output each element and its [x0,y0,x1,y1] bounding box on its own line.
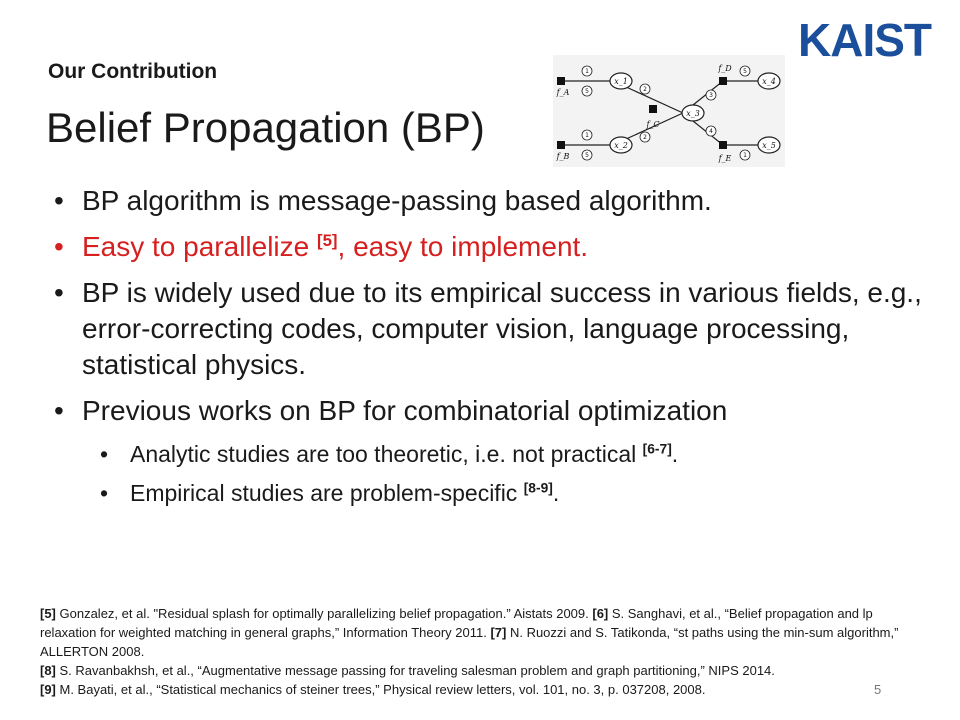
page-number: 5 [874,682,882,697]
svg-text:3: 3 [709,92,713,99]
sub-bullet-text-pre: Analytic studies are too theoretic, i.e. not practical [130,441,643,467]
bullet-list [50,183,930,517]
reference-number: [5] [40,606,56,621]
reference-number: [7] [490,625,507,640]
sub-bullet-text-pre: Empirical studies are problem-specific [130,480,524,506]
svg-text:1: 1 [585,68,589,75]
bullet-item-highlighted [50,229,930,265]
bullet-dot: • [100,480,109,506]
svg-text:2: 2 [643,86,647,93]
bullet-item [50,393,930,429]
reference-number: [8] [40,663,56,678]
svg-text:f_E: f_E [718,154,732,163]
svg-text:f_D: f_D [718,64,732,73]
svg-text:5: 5 [743,68,747,75]
svg-text:x_2: x_2 [614,141,628,150]
reference-text: S. Ravanbakhsh, et al., “Augmentative message passing for traveling salesman problem and graph partitioning,” NIPS 2014. [55,663,775,678]
reference-number: [9] [40,682,56,697]
bullet-dot: • [54,395,64,426]
reference-text: Gonzalez, et al. "Residual splash for optimally parallelizing belief propagation.” Aistats 2009. [55,606,593,621]
bullet-dot: • [54,231,64,262]
bullet-text: BP is widely used due to its empirical success in various fields, e.g., error-correcting codes, computer vision, language processing, statistical physics. [82,277,922,380]
svg-text:x_4: x_4 [762,77,776,86]
factor-graph-figure [553,55,785,167]
kaist-logo [796,16,944,64]
svg-text:1: 1 [585,132,589,139]
citation-marker: [8-9] [523,480,553,496]
svg-text:f_A: f_A [556,88,570,97]
svg-text:f_C: f_C [646,120,660,129]
svg-text:4: 4 [709,128,713,135]
reference-line [40,680,900,699]
bullet-text-pre: Easy to parallelize [82,231,318,262]
bullet-dot: • [54,277,64,308]
kaist-logo-text: KAIST [798,16,931,64]
bullet-item [50,183,930,219]
bullet-dot: • [54,185,64,216]
factor-node-fb [557,141,565,149]
svg-text:1: 1 [743,152,747,159]
slide-title: Belief Propagation (BP) [46,104,485,151]
svg-text:x_1: x_1 [614,77,628,86]
reference-text: N. Ruozzi and S. Tatikonda, “st paths using the min-sum algorithm,” ALLERTON 2008. [40,625,899,659]
reference-text: S. Sanghavi, et al., “Belief propagation and lp relaxation for weighted matching in general graphs,” Information Theory 2011. [40,606,873,640]
svg-text:5: 5 [585,88,589,95]
factor-node-fa [557,77,565,85]
citation-marker: [6-7] [642,441,672,457]
citation-marker: [5] [317,230,338,250]
sub-bullet-text-post: . [552,480,560,506]
svg-text:x_3: x_3 [686,109,700,118]
bullet-dot: • [100,441,109,467]
sub-bullet-item [50,439,930,469]
reference-text: M. Bayati, et al., “Statistical mechanics of steiner trees,” Physical review letters, vol. 101, no. 3, p. 037208, 2008. [55,682,706,697]
sub-bullet-text-post: . [671,441,679,467]
factor-node-fe [719,141,727,149]
svg-text:2: 2 [643,134,647,141]
factor-node-fc [649,105,657,113]
reference-line [40,661,900,680]
factor-node-fd [719,77,727,85]
reference-number: [6] [592,606,609,621]
reference-line [40,604,900,661]
bullet-text: BP algorithm is message-passing based algorithm. [82,185,712,216]
bullet-text-post: , easy to implement. [337,231,589,262]
sub-bullet-item [50,478,930,508]
svg-text:5: 5 [585,152,589,159]
bullet-item [50,275,930,383]
bullet-text: Previous works on BP for combinatorial optimization [82,395,728,426]
svg-text:f_B: f_B [556,152,570,161]
references [40,604,900,699]
svg-text:x_5: x_5 [762,141,776,150]
section-label: Our Contribution [48,60,218,83]
